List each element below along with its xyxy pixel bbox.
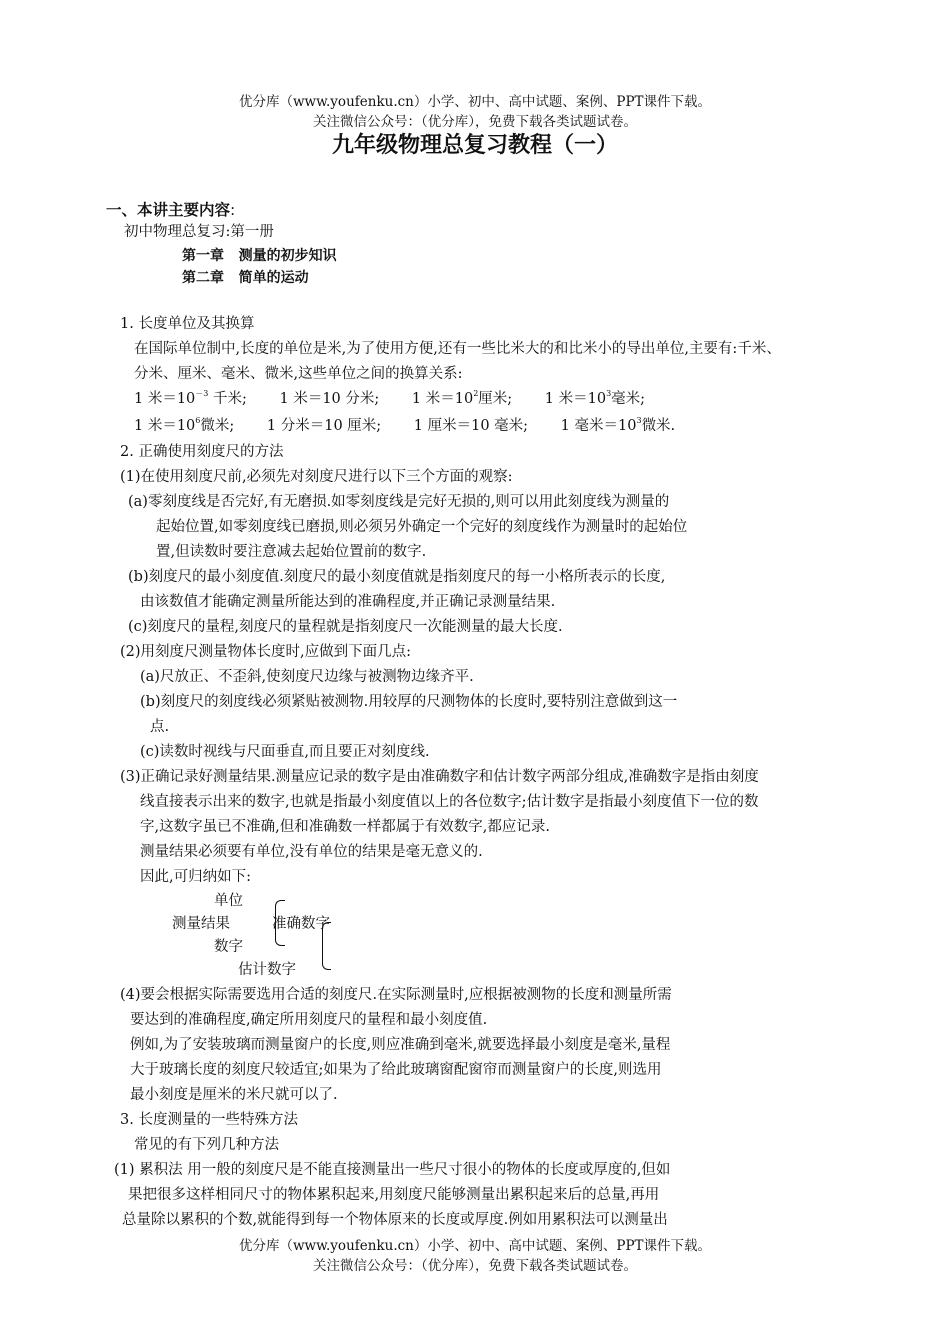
conversion-dm: 1 米＝10 分米;	[279, 391, 380, 407]
chapter-2	[182, 268, 309, 288]
paragraph-line: (a)零刻度线是否完好,有无磨损.如零刻度线是完好无损的,则可以用此刻度线为测量的	[128, 494, 670, 510]
book-label: 初中物理总复习:第一册	[124, 224, 274, 240]
paragraph-line: (4)要会根据实际需要选用合适的刻度尺.在实际测量时,应根据被测物的长度和测量所需	[120, 987, 672, 1003]
paragraph-line: 测量结果必须要有单位,没有单位的结果是毫无意义的.	[140, 844, 483, 860]
diagram-digits: 数字	[214, 939, 243, 955]
paragraph-line: 要达到的准确程度,确定所用刻度尺的量程和最小刻度值.	[130, 1012, 488, 1028]
chapter-2-number: 第二章	[182, 270, 224, 286]
conversion-row-2	[134, 416, 675, 436]
conversion-um: 1 米$=10^6$微米;	[134, 416, 235, 434]
footer-line-2: 关注微信公众号：（优分库），免费下载各类试题试卷。	[313, 1258, 637, 1274]
paragraph-line: 点.	[150, 719, 170, 735]
conversion-dm-cm: 1 分米＝10 厘米;	[266, 418, 382, 434]
conversion-km: 1 米$=10^{-3}$ 千米;	[134, 389, 247, 407]
paragraph-line: 由该数值才能确定测量所能达到的准确程度,并正确记录测量结果.	[140, 594, 556, 610]
paragraph-line: 总量除以累积的个数,就能得到每一个物体原来的长度或厚度.例如用累积法可以测量出	[122, 1212, 668, 1228]
subsection-2-title: 2. 正确使用刻度尺的方法	[120, 444, 284, 460]
conversion-row-1	[134, 389, 645, 409]
diagram-result: 测量结果	[172, 916, 230, 932]
paragraph-line: 分米、厘米、毫米、微米,这些单位之间的换算关系:	[134, 366, 463, 382]
paragraph-line: (1) 累积法 用一般的刻度尺是不能直接测量出一些尺寸很小的物体的长度或厚度的,但如	[114, 1162, 671, 1178]
conversion-cm: 1 米$=10^2$厘米;	[411, 389, 513, 407]
paragraph-line: (c)读数时视线与尺面垂直,而且要正对刻度线.	[140, 744, 430, 760]
paragraph-line: (3)正确记录好测量结果.测量应记录的数字是由准确数字和估计数字两部分组成,准确数字是指由刻度	[120, 769, 759, 785]
chapter-1-name: 测量的初步知识	[238, 248, 337, 264]
paragraph-line: 字,这数字虽已不准确,但和准确数一样都属于有效数字,都应记录.	[140, 819, 550, 835]
diagram-accurate: 准确数字	[272, 916, 330, 932]
paragraph-line: 在国际单位制中,长度的单位是米,为了使用方便,还有一些比米大的和比米小的导出单位,主要有:千米、	[134, 341, 781, 357]
paragraph-line: (2)用刻度尺测量物体长度时,应做到下面几点:	[120, 644, 412, 660]
header-line-1: 优分库（www.youfenku.cn）小学、初中、高中试题、案例、PPT课件下载。	[238, 94, 712, 110]
chapter-1-number: 第一章	[182, 248, 224, 264]
diagram-unit: 单位	[214, 893, 243, 909]
section-heading-text: 一、本讲主要内容	[106, 201, 231, 219]
paragraph-line: 置,但读数时要注意减去起始位置前的数字.	[156, 544, 427, 560]
subsection-3-title: 3. 长度测量的一些特殊方法	[120, 1112, 298, 1128]
paragraph-line: 线直接表示出来的数字,也就是指最小刻度值以上的各位数字;估计数字是指最小刻度值下一位的数	[140, 794, 759, 810]
section-heading	[106, 200, 235, 220]
brace-right	[322, 922, 331, 970]
paragraph-line: (1)在使用刻度尺前,必须先对刻度尺进行以下三个方面的观察:	[120, 469, 513, 485]
paragraph-line: 最小刻度是厘米的米尺就可以了.	[130, 1087, 338, 1103]
header-line-2: 关注微信公众号：（优分库），免费下载各类试题试卷。	[313, 114, 637, 130]
paragraph-line: 起始位置,如零刻度线已磨损,则必须另外确定一个完好的刻度线作为测量时的起始位	[156, 519, 688, 535]
paragraph-line: (c)刻度尺的量程,刻度尺的量程就是指刻度尺一次能测量的最大长度.	[128, 619, 563, 635]
paragraph-line: 因此,可归纳如下:	[140, 869, 251, 885]
conversion-mm-um: 1 毫米$=10^3$微米.	[560, 416, 676, 434]
section-heading-colon: :	[230, 201, 236, 219]
paragraph-line: 大于玻璃长度的刻度尺较适宜;如果为了给此玻璃窗配窗帘而测量窗户的长度,则选用	[130, 1062, 662, 1078]
page-title: 九年级物理总复习教程（一）	[331, 133, 618, 158]
paragraph-line: 常见的有下列几种方法	[134, 1137, 279, 1153]
chapter-2-name: 简单的运动	[238, 270, 309, 286]
paragraph-line: 例如,为了安装玻璃而测量窗户的长度,则应准确到毫米,就要选择最小刻度是毫米,量程	[130, 1037, 671, 1053]
paragraph-line: (b)刻度尺的最小刻度值.刻度尺的最小刻度值就是指刻度尺的每一小格所表示的长度,	[128, 569, 666, 585]
chapter-1	[182, 246, 337, 266]
paragraph-line: (b)刻度尺的刻度线必须紧贴被测物.用较厚的尺测物体的长度时,要特别注意做到这一	[140, 694, 678, 710]
conversion-mm: 1 米$=10^3$毫米;	[544, 389, 646, 407]
paragraph-line: (a)尺放正、不歪斜,使刻度尺边缘与被测物边缘齐平.	[140, 669, 474, 685]
paragraph-line: 果把很多这样相同尺寸的物体累积起来,用刻度尺能够测量出累积起来后的总量,再用	[128, 1187, 660, 1203]
conversion-cm-mm: 1 厘米＝10 毫米;	[413, 418, 529, 434]
subsection-1-title: 1. 长度单位及其换算	[120, 316, 255, 332]
diagram-estimate: 估计数字	[238, 962, 296, 978]
footer-line-1: 优分库（www.youfenku.cn）小学、初中、高中试题、案例、PPT课件下载。	[238, 1238, 712, 1254]
